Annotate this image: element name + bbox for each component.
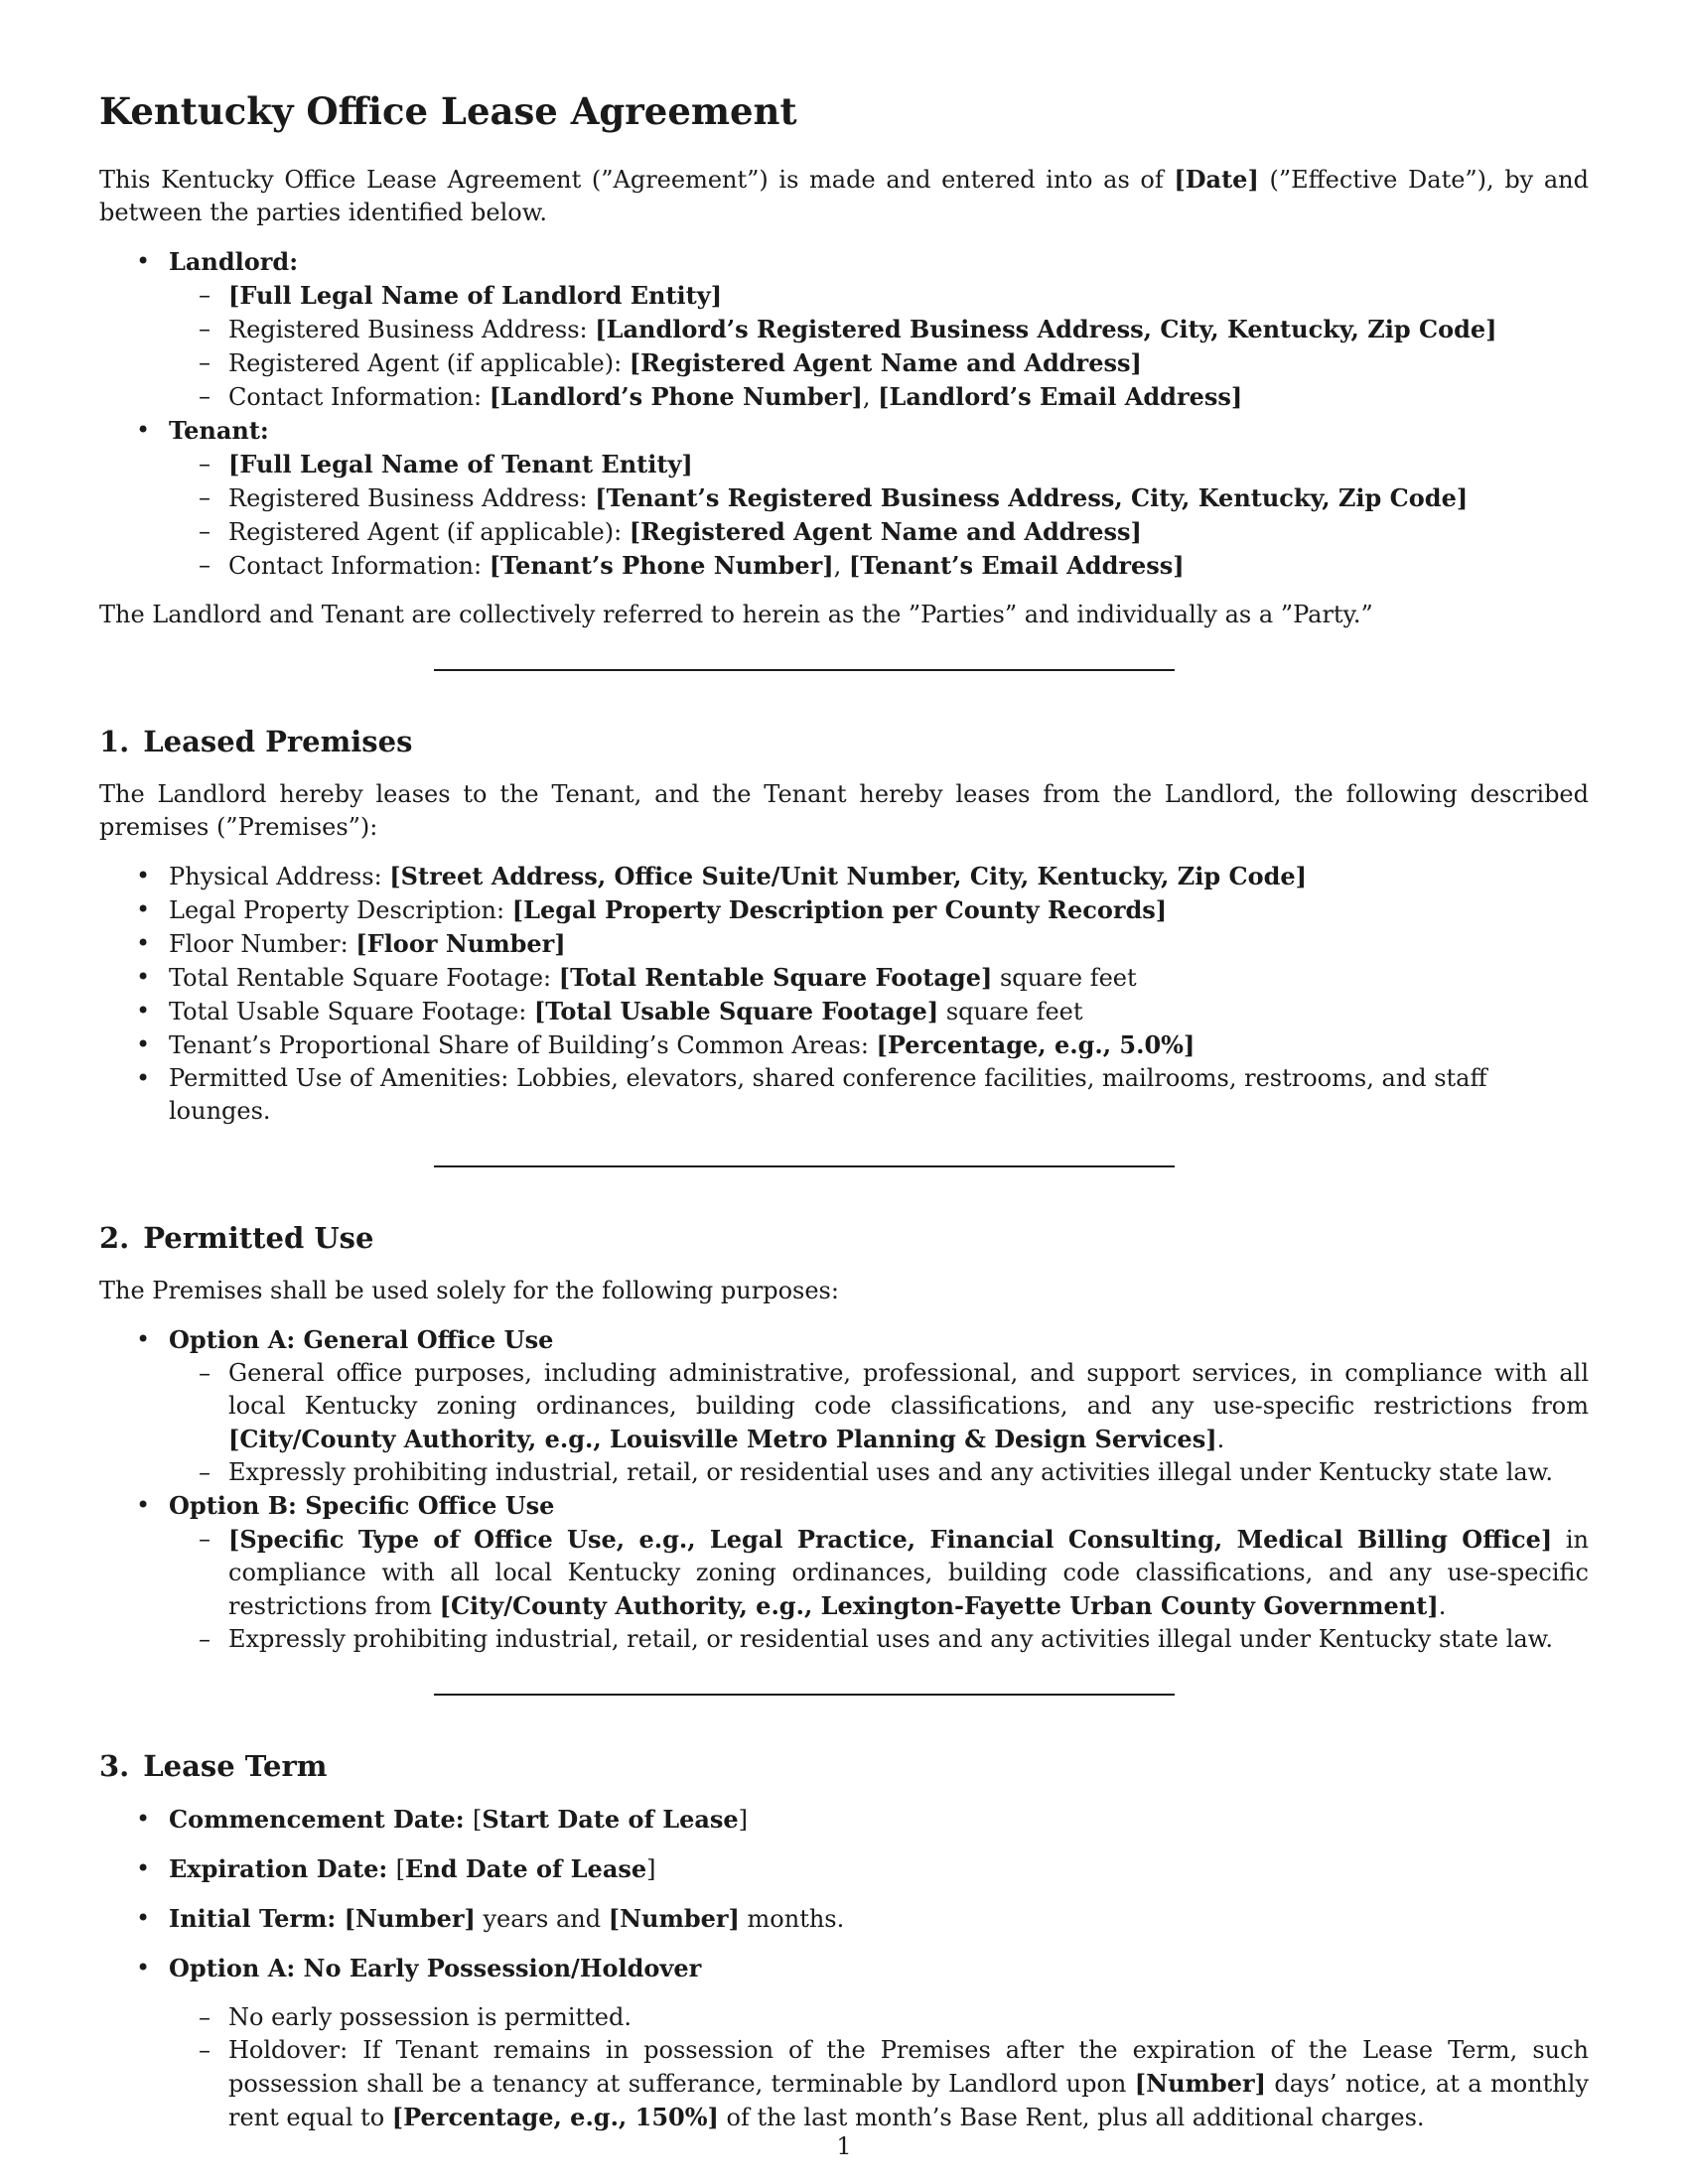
section-divider xyxy=(434,1165,1175,1167)
section-2-title: Permitted Use xyxy=(143,1221,374,1255)
expire-label: Expiration Date: xyxy=(169,1854,396,1883)
use-option-a-prohibit: – Expressly prohibiting industrial, retail, or residential uses and any activities illegal under Kentucky state law. xyxy=(169,1456,1589,1489)
term-commencement: • Commencement Date: [Start Date of Lease] xyxy=(99,1803,1589,1837)
landlord-address xyxy=(169,313,1589,346)
premises-physical-address xyxy=(99,860,1589,893)
tenant-agent-value: [Registered Agent Name and Address] xyxy=(629,517,1142,546)
physical-value: [Street Address, Office Suite/Unit Number, City, Kentucky, Zip Code] xyxy=(389,862,1308,890)
rentable-label: Total Rentable Square Footage: xyxy=(169,964,559,992)
landlord-agent xyxy=(169,346,1589,380)
section-2-heading xyxy=(99,1219,1589,1257)
usable-unit: square feet xyxy=(938,998,1083,1025)
tenant-address-value: [Tenant’s Registered Business Address, City, Kentucky, Zip Code] xyxy=(595,483,1469,512)
section-2-number: 2. xyxy=(99,1221,130,1255)
share-value: [Percentage, e.g., 5.0%] xyxy=(876,1030,1196,1059)
document-title: Kentucky Office Lease Agreement xyxy=(99,89,797,133)
landlord-name-value: [Full Legal Name of Landlord Entity] xyxy=(228,281,723,310)
holdover-clause xyxy=(169,2034,1589,2134)
use-option-b-authority: [City/County Authority, e.g., Lexington-Fayette Urban County Government] xyxy=(439,1591,1439,1620)
tenant-address-label: Registered Business Address: xyxy=(228,484,596,512)
tenant-contact-label: Contact Information: xyxy=(228,552,490,580)
use-option-a-body: General office purposes, including administrative, professional, and support services, in compliance with all local Kentucky zoning ordinances, building code classifications, and any use-specific restrictions from xyxy=(228,1359,1589,1420)
use-option-b xyxy=(99,1489,1589,1656)
section-1-intro: The Landlord hereby leases to the Tenant, and the Tenant hereby leases from the Landlord, the following described premises (”Premises”): xyxy=(99,780,1589,841)
holdover-end: of the last month’s Base Rent, plus all additional charges. xyxy=(718,2104,1425,2131)
floor-value: [Floor Number] xyxy=(355,929,566,958)
section-3-title: Lease Term xyxy=(143,1749,328,1783)
term-years: [Number] xyxy=(344,1904,476,1933)
premises-floor xyxy=(99,927,1589,961)
section-2-intro: The Premises shall be used solely for the following purposes: xyxy=(99,1277,839,1304)
premises-usable xyxy=(99,995,1589,1028)
tenant-name-value: [Full Legal Name of Tenant Entity] xyxy=(228,450,693,478)
commence-label: Commencement Date: xyxy=(169,1805,473,1834)
lease-term-list xyxy=(99,1803,1589,2134)
landlord-address-label: Registered Business Address: xyxy=(228,316,596,343)
legal-value: [Legal Property Description per County Records] xyxy=(511,895,1168,924)
intro-pre: This Kentucky Office Lease Agreement (”Agreement”) is made and entered into as of xyxy=(99,166,1175,194)
landlord-email-value: [Landlord’s Email Address] xyxy=(878,382,1243,411)
share-label: Tenant’s Proportional Share of Building’s Common Areas: xyxy=(169,1031,877,1059)
commence-text: Start Date of Lease xyxy=(482,1805,739,1834)
expire-text: End Date of Lease xyxy=(405,1854,647,1883)
use-option-a-authority: [City/County Authority, e.g., Louisville Metro Planning & Design Services] xyxy=(228,1425,1217,1453)
floor-label: Floor Number: xyxy=(169,930,356,958)
landlord-contact: – Contact Information: [Landlord’s Phone Number], [Landlord’s Email Address] xyxy=(169,380,1589,414)
no-early-possession: – No early possession is permitted. xyxy=(169,2001,1589,2034)
premises-legal-description xyxy=(99,893,1589,927)
effective-date-placeholder: [Date] xyxy=(1174,165,1259,194)
holdover-days: [Number] xyxy=(1134,2069,1266,2098)
premises-list xyxy=(99,860,1589,1128)
use-option-a-details xyxy=(169,1357,1589,1489)
premises-share xyxy=(99,1028,1589,1062)
term-initial xyxy=(99,1902,1589,1936)
tenant-details xyxy=(169,448,1589,583)
term-end: months. xyxy=(739,1905,845,1933)
rentable-value: [Total Rentable Square Footage] xyxy=(558,963,993,992)
commence-value xyxy=(482,1805,738,1834)
premises-amenities: • Permitted Use of Amenities: Lobbies, elevators, shared conference facilities, mailrooms, restrooms, and staff lounges. xyxy=(99,1062,1589,1128)
rentable-unit: square feet xyxy=(992,964,1137,992)
use-option-b-label: Option B: Specific Office Use xyxy=(169,1491,555,1520)
parties-list xyxy=(99,245,1589,583)
tenant-contact: – Contact Information: [Tenant’s Phone Number], [Tenant’s Email Address] xyxy=(169,549,1589,583)
intro-paragraph xyxy=(99,163,1589,229)
landlord-agent-value: [Registered Agent Name and Address] xyxy=(629,348,1142,377)
usable-label: Total Usable Square Footage: xyxy=(169,998,534,1025)
permitted-use-list xyxy=(99,1323,1589,1656)
landlord-address-value: [Landlord’s Registered Business Address, City, Kentucky, Zip Code] xyxy=(595,315,1497,343)
document-page xyxy=(99,87,1589,2150)
term-months: [Number] xyxy=(608,1904,740,1933)
landlord-label: Landlord: xyxy=(169,247,299,276)
use-option-a-text: – General office purposes, including administrative, professional, and support services, in compliance with all local Kentucky zoning ordinances, building code classifications, and any use-specific restrictions from [City/County Authority, e.g., Louisville Metro Planning & Design Services]. xyxy=(169,1357,1589,1456)
use-option-a xyxy=(99,1323,1589,1489)
term-expiration: • Expiration Date: [End Date of Lease] xyxy=(99,1852,1589,1886)
use-option-b-details xyxy=(169,1523,1589,1656)
section-divider xyxy=(434,1694,1175,1696)
intro-post: (”Effective Date”), by and between the parties identified below. xyxy=(99,166,1590,226)
term-option-a-details xyxy=(169,2001,1589,2134)
term-mid: years and xyxy=(475,1905,609,1933)
tenant-email-value: [Tenant’s Email Address] xyxy=(848,551,1185,580)
premises-rentable xyxy=(99,961,1589,995)
use-option-b-prohibit: – Expressly prohibiting industrial, retail, or residential uses and any activities illegal under Kentucky state law. xyxy=(169,1623,1589,1656)
page-number: 1 xyxy=(836,2132,852,2160)
section-1-title: Leased Premises xyxy=(143,725,413,758)
section-3-number: 3. xyxy=(99,1749,130,1783)
holdover-body: Holdover: If Tenant remains in possession of the Premises after the expiration of the Lease Term, such possession shall be a tenancy at sufferance, terminable by Landlord upon xyxy=(228,2036,1589,2098)
tenant-agent-label: Registered Agent (if applicable): xyxy=(228,518,630,546)
holdover-percentage: [Percentage, e.g., 150%] xyxy=(391,2103,719,2131)
landlord-item xyxy=(99,245,1589,414)
use-option-b-body: in compliance with all local Kentucky zoning ordinances, building code classifications, and any use-specific restrictions from xyxy=(228,1526,1589,1620)
section-1-heading xyxy=(99,723,1589,760)
tenant-address xyxy=(169,481,1589,515)
landlord-phone-value: [Landlord’s Phone Number] xyxy=(489,382,863,411)
usable-value: [Total Usable Square Footage] xyxy=(533,997,939,1025)
section-1-number: 1. xyxy=(99,725,130,758)
term-option-a xyxy=(99,1952,1589,2134)
use-option-b-type: [Specific Type of Office Use, e.g., Legal Practice, Financial Consulting, Medical Billing Office] xyxy=(228,1525,1553,1554)
landlord-agent-label: Registered Agent (if applicable): xyxy=(228,349,630,377)
term-label: Initial Term: xyxy=(169,1904,345,1933)
tenant-name xyxy=(169,448,1589,481)
tenant-agent xyxy=(169,515,1589,549)
landlord-details xyxy=(169,279,1589,414)
use-option-a-label: Option A: General Office Use xyxy=(169,1325,554,1354)
holdover-mid: days’ notice, at a monthly rent equal to xyxy=(228,2070,1589,2131)
landlord-name xyxy=(169,279,1589,313)
legal-label: Legal Property Description: xyxy=(169,896,512,924)
expire-value xyxy=(405,1854,646,1883)
section-3-heading xyxy=(99,1747,1589,1785)
parties-note: The Landlord and Tenant are collectively referred to herein as the ”Parties” and individually as a ”Party.” xyxy=(99,601,1373,628)
term-option-a-label: Option A: No Early Possession/Holdover xyxy=(169,1954,702,1982)
landlord-contact-label: Contact Information: xyxy=(228,383,490,411)
physical-label: Physical Address: xyxy=(169,863,390,890)
use-option-b-text: – [Specific Type of Office Use, e.g., Legal Practice, Financial Consulting, Medical Billing Office] in compliance with all local Kentucky zoning ordinances, building code classifications, and any use-specific restrictions from [City/County Authority, e.g., Lexington-Fayette Urban County Government]. xyxy=(169,1523,1589,1623)
tenant-label: Tenant: xyxy=(169,416,269,445)
tenant-phone-value: [Tenant’s Phone Number] xyxy=(489,551,834,580)
tenant-item xyxy=(99,414,1589,583)
section-divider xyxy=(434,669,1175,671)
